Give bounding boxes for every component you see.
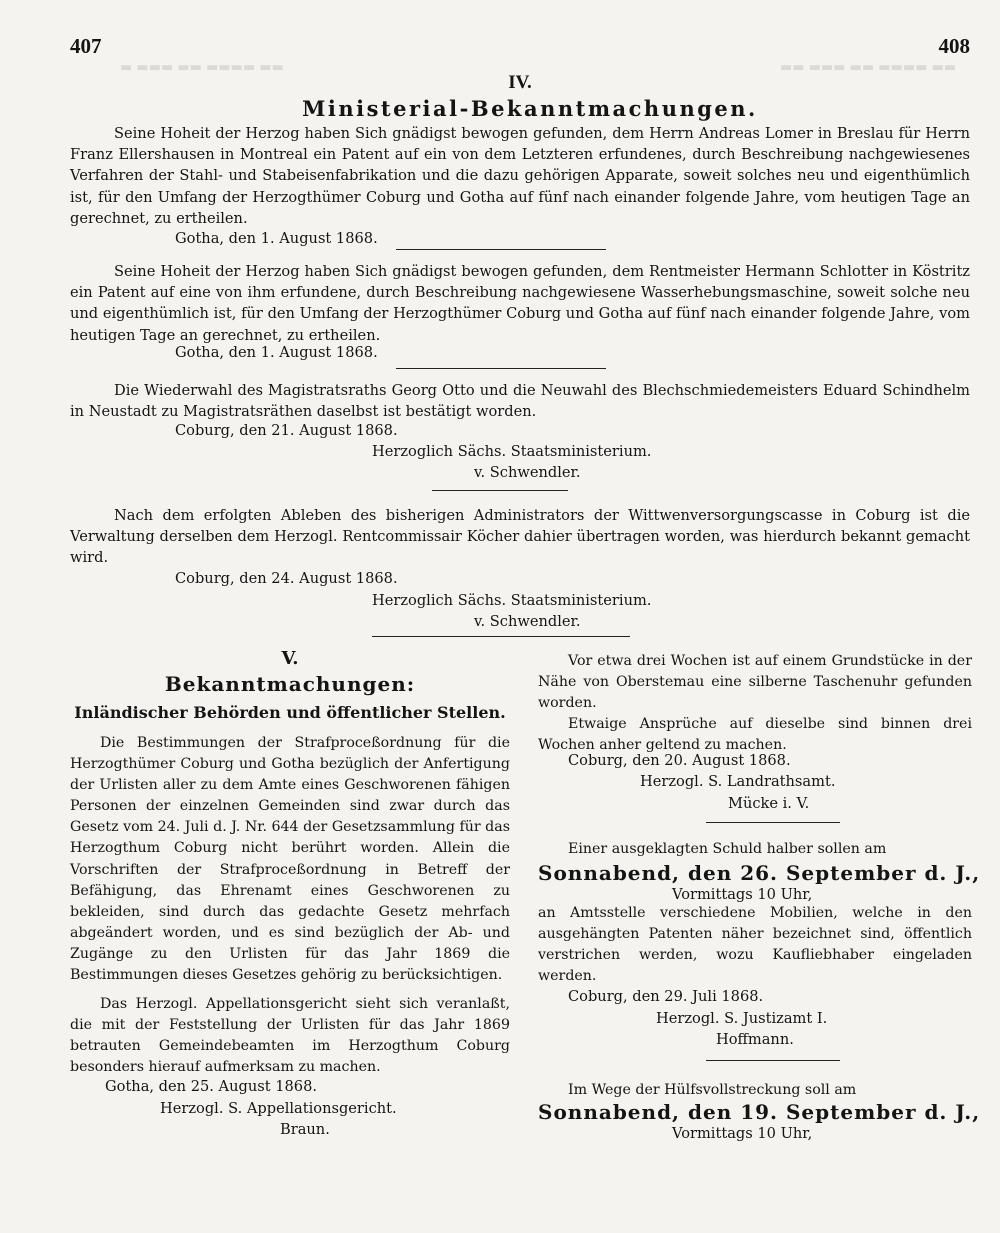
notice-authority: Herzogl. S. Appellationsgericht. [160, 1100, 397, 1117]
notice-enforcement-intro: Im Wege der Hülfsvollstreckung soll am [568, 1082, 857, 1098]
enforcement-date-headline: Sonnabend, den 19. September d. J., [538, 1100, 981, 1124]
notice-found-watch: Vor etwa drei Wochen ist auf einem Grundstücke in der Nähe von Oberstemau eine silberne Taschenuhr gefunden worden. [538, 653, 972, 712]
notice-authority: Herzoglich Sächs. Staatsministerium. [372, 443, 652, 460]
section-numeral-iv: IV. [508, 72, 532, 93]
notice-auction-details: an Amtsstelle verschiedene Mobilien, welche in den ausgehängten Patenten näher bezeichnet sind, öffentlich verstrichen werden, wozu Kaufliebhaber eingeladen werden. [538, 905, 972, 985]
notice-date: Gotha, den 1. August 1868. [175, 344, 378, 361]
notice-jury-lists: Die Bestimmungen der Strafproceßordnung für die Herzogthümer Coburg und Gotha bezüglich der Anfertigung der Urlisten aller zu dem Amte eines Geschworenen fähigen Personen der einzelnen Gemeinden sind zwar durch das Gesetz vom 24. Juli d. J. Nr. 644 der Gesetzsammlung für das Herzogthum Coburg nicht berührt worden. Allein die Vorschriften der Strafproceßordnung in Betreff der Befähigung, das Ehrenamt eines Geschworenen zu bekleiden, sind durch das gedachte Gesetz mehrfach abgeändert worden, und es sind bezüglich der Ab- und Zugänge zu den Urlisten für das Jahr 1869 die Bestimmungen dieses Gesetzes gehörig zu berücksichtigen. [70, 735, 510, 984]
page-number-right: 408 [938, 34, 970, 58]
notice-date: Coburg, den 24. August 1868. [175, 570, 398, 587]
auction-date-headline: Sonnabend, den 26. September d. J., [538, 861, 981, 885]
notice-signer: Hoffmann. [716, 1031, 794, 1048]
notice-magistrate-election: Die Wiederwahl des Magistratsraths Georg Otto und die Neuwahl des Blechschmiedemeisters Eduard Schindhelm in Neustadt zu Magistratsräthen daselbst ist bestätigt worden. [70, 382, 970, 421]
bleed-through-text: ▬▬ ▬▬▬ ▬▬ ▬▬▬▬ ▬▬ [780, 60, 957, 75]
notice-date: Coburg, den 29. Juli 1868. [568, 988, 764, 1005]
notice-signer: Braun. [280, 1121, 330, 1138]
notice-administrator-appointment: Nach dem erfolgten Ableben des bisherigen Administrators der Wittwenversorgungscasse in Coburg ist die Verwaltung derselben dem Herzogl. Rentcommissair Köcher dahier übertragen worden, was hierdurch bekannt gemacht wird. [70, 507, 970, 567]
notice-authority: Herzogl. S. Landrathsamt. [640, 773, 836, 790]
section-subheading: Inländischer Behörden und öffentlicher Stellen. [74, 703, 506, 722]
notice-claims: Etwaige Ansprüche auf dieselbe sind binnen drei Wochen anher geltend zu machen. [538, 716, 972, 754]
section-heading-ministerial: Ministerial-Bekanntmachungen. [302, 96, 758, 121]
notice-auction-intro: Einer ausgeklagten Schuld halber sollen am [568, 841, 887, 857]
notice-date: Coburg, den 21. August 1868. [175, 422, 398, 439]
auction-time: Vormittags 10 Uhr, [672, 886, 813, 903]
notice-authority: Herzoglich Sächs. Staatsministerium. [372, 592, 652, 609]
divider [396, 368, 606, 369]
page-number-left: 407 [70, 34, 102, 58]
notice-appellate-court: Das Herzogl. Appellationsgericht sieht sich veranlaßt, die mit der Feststellung der Urlisten für das Jahr 1869 betrauten Gemeindebeamten im Herzogthum Coburg besonders hierauf aufmerksam zu machen. [70, 996, 510, 1076]
section-numeral-v: V. [281, 648, 299, 669]
notice-date: Gotha, den 1. August 1868. [175, 230, 378, 247]
divider [706, 1060, 840, 1061]
notice-patent-lomer: Seine Hoheit der Herzog haben Sich gnädigst bewogen gefunden, dem Herrn Andreas Lomer in Breslau für Herrn Franz Ellershausen in Montreal ein Patent auf ein von dem Letzteren erfundenes, durch Beschreibung nachgewiesenes Verfahren der Stahl- und Stabeisenfabrikation und die dazu gehörigen Apparate, soweit solches neu und eigenthümlich ist, für den Umfang der Herzogthümer Coburg und Gotha auf fünf nach einander folgende Jahre, vom heutigen Tage an gerechnet, zu ertheilen. [70, 125, 970, 227]
notice-signer: Mücke i. V. [728, 795, 810, 812]
enforcement-time: Vormittags 10 Uhr, [672, 1125, 813, 1142]
divider [396, 249, 606, 250]
divider [432, 490, 568, 491]
notice-signer: v. Schwendler. [474, 464, 581, 481]
bleed-through-text: ▬ ▬▬▬ ▬▬ ▬▬▬▬ ▬▬ [120, 60, 284, 75]
section-heading-announcements: Bekanntmachungen: [164, 672, 416, 696]
notice-patent-schlotter: Seine Hoheit der Herzog haben Sich gnädigst bewogen gefunden, dem Rentmeister Hermann Schlotter in Köstritz ein Patent auf eine von ihm erfundene, durch Beschreibung nachgewiesene Wasserhebungsmaschine, soweit solche neu und eigenthümlich ist, für den Umfang der Herzogthümer Coburg und Gotha auf fünf nach einander folgende Jahre, vom heutigen Tage an gerechnet, zu ertheilen. [70, 263, 970, 344]
notice-signer: v. Schwendler. [474, 613, 581, 630]
notice-authority: Herzogl. S. Justizamt I. [656, 1010, 828, 1027]
divider [706, 822, 840, 823]
notice-date: Coburg, den 20. August 1868. [568, 752, 791, 769]
section-divider [372, 636, 630, 637]
notice-date: Gotha, den 25. August 1868. [105, 1078, 318, 1095]
